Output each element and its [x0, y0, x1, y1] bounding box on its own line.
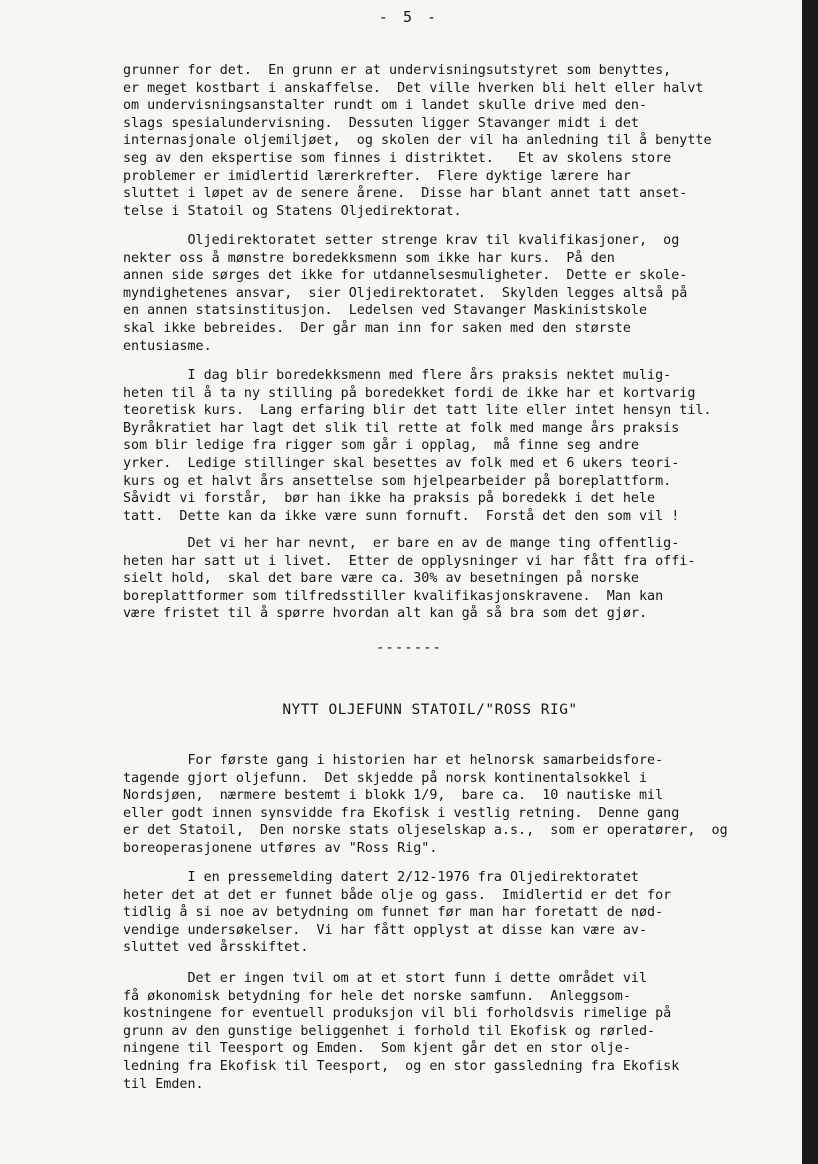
text-line: Det vi her har nevnt, er bare en av de mange ting offentlig-	[123, 536, 680, 551]
text-line: som blir ledige fra rigger som går i opplag, må finne seg andre	[123, 438, 639, 454]
text-line: skal ikke bebreides. Der går man inn for saken med den største	[123, 320, 631, 336]
text-line: myndighetenes ansvar, sier Oljedirektoratet. Skylden legges altså på	[123, 285, 688, 301]
text-line: tatt. Dette kan da ikke være sunn fornuft. Forstå det den som vil !	[123, 508, 680, 524]
text-line: For første gang i historien har et helnorsk samarbeidsfore-	[123, 753, 664, 768]
text-line: telse i Statoil og Statens Oljedirektorat.	[123, 203, 462, 219]
text-line: ledning fra Ekofisk til Teesport, og en stor gassledning fra Ekofisk	[123, 1058, 680, 1074]
paragraph-requirements	[123, 232, 753, 355]
text-line: Byråkratiet har lagt det slik til rette at folk med mange års praksis	[123, 420, 680, 436]
text-line: Nordsjøen, nærmere bestemt i blokk 1/9, bare ca. 10 nautiske mil	[123, 788, 664, 804]
page-number: - 5 -	[378, 8, 440, 26]
paragraph-experience	[123, 367, 753, 525]
text-line: Såvidt vi forstår, bør han ikke ha praksis på boredekk i det hele	[123, 491, 656, 507]
paragraph-press-release	[123, 869, 753, 957]
text-line: boreplattformer som tilfredsstiller kvalifikasjonskravene. Man kan	[123, 588, 664, 604]
text-line: seg av den ekspertise som finnes i distriktet. Et av skolens store	[123, 150, 672, 166]
paragraph-economic-impact	[123, 970, 753, 1093]
text-line: tidlig å si noe av betydning om funnet før man har foretatt de nød-	[123, 905, 664, 921]
text-line: problemer er imidlertid lærerkrefter. Flere dyktige lærere har	[123, 168, 631, 184]
text-line: entusiasme.	[123, 338, 212, 354]
text-line: Oljedirektoratet setter strenge krav til kvalifikasjoner, og	[123, 233, 680, 248]
paragraph-schooling	[123, 62, 753, 220]
paragraph-oil-discovery	[123, 752, 753, 858]
text-line: om undervisningsanstalter rundt om i landet skulle drive med den-	[123, 98, 648, 114]
text-line: heter det at det er funnet både olje og gass. Imidlertid er det for	[123, 887, 672, 903]
text-line: heten har satt ut i livet. Etter de opplysninger vi har fått fra offi-	[123, 553, 696, 569]
text-line: til Emden.	[123, 1076, 204, 1092]
text-line: boreoperasjonene utføres av "Ross Rig".	[123, 840, 438, 856]
text-line: nekter oss å mønstre boredekksmenn som ikke har kurs. På den	[123, 250, 615, 266]
section-heading: NYTT OLJEFUNN STATOIL/"ROSS RIG"	[282, 702, 578, 718]
paragraph-public-sector	[123, 535, 753, 623]
text-line: ningene til Teesport og Emden. Som kjent går det en stor olje-	[123, 1041, 631, 1057]
text-line: sluttet i løpet av de senere årene. Disse har blant annet tatt anset-	[123, 186, 688, 202]
text-line: tagende gjort oljefunn. Det skjedde på norsk kontinentalsokkel i	[123, 770, 648, 786]
section-divider: -------	[375, 640, 442, 656]
text-line: grunner for det. En grunn er at undervisningsutstyret som benyttes,	[123, 63, 672, 78]
text-line: kostningene for eventuell produksjon vil bli forholdsvis rimelige på	[123, 1006, 672, 1022]
text-line: eller godt innen synsvidde fra Ekofisk i vestlig retning. Denne gang	[123, 805, 680, 821]
text-line: er det Statoil, Den norske stats oljeselskap a.s., som er operatører, og	[123, 823, 728, 839]
text-line: er meget kostbart i anskaffelse. Det ville hverken bli helt eller halvt	[123, 80, 704, 96]
text-line: kurs og et halvt års ansettelse som hjelpearbeider på boreplattform.	[123, 473, 672, 489]
text-line: heten til å ta ny stilling på boredekket fordi de ikke har et kortvarig	[123, 385, 696, 401]
text-line: være fristet til å spørre hvordan alt kan gå så bra som det gjør.	[123, 606, 648, 622]
text-line: få økonomisk betydning for hele det norske samfunn. Anleggsom-	[123, 988, 631, 1004]
text-line: annen side sørges det ikke for utdannelsesmuligheter. Dette er skole-	[123, 268, 688, 284]
text-line: en annen statsinstitusjon. Ledelsen ved Stavanger Maskinistskole	[123, 303, 648, 319]
text-line: vendige undersøkelser. Vi har fått opplyst at disse kan være av-	[123, 922, 648, 938]
text-line: slags spesialundervisning. Dessuten ligger Stavanger midt i det	[123, 115, 639, 131]
text-line: Det er ingen tvil om at et stort funn i dette området vil	[123, 971, 648, 986]
text-line: sluttet ved årsskiftet.	[123, 940, 309, 956]
text-line: grunn av den gunstige beliggenhet i forhold til Ekofisk og rørled-	[123, 1023, 656, 1039]
text-line: I en pressemelding datert 2/12-1976 fra Oljedirektoratet	[123, 870, 639, 885]
text-line: sielt hold, skal det bare være ca. 30% av besetningen på norske	[123, 571, 639, 587]
text-line: teoretisk kurs. Lang erfaring blir det tatt lite eller intet hensyn til.	[123, 403, 712, 419]
text-line: I dag blir boredekksmenn med flere års praksis nektet mulig-	[123, 368, 672, 383]
text-line: internasjonale oljemiljøet, og skolen der vil ha anledning til å benytte	[123, 133, 712, 149]
text-line: yrker. Ledige stillinger skal besettes av folk med et 6 ukers teori-	[123, 455, 680, 471]
